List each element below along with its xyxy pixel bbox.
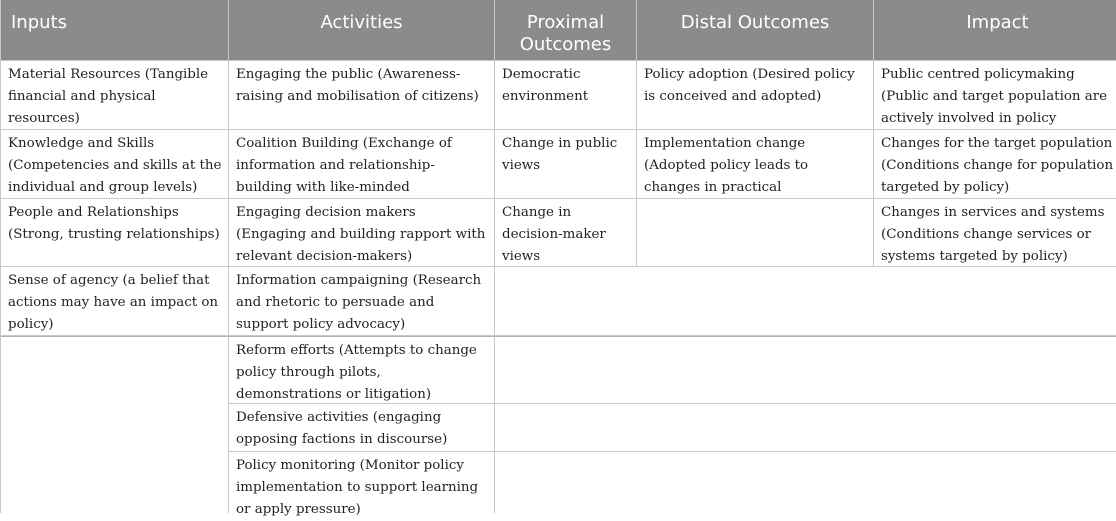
table-cell-inputs: Sense of agency (a belief that actions may have an impact on policy) bbox=[1, 267, 228, 335]
table-cell-impact: Changes in services and systems (Conditions change services or systems targeted by policy) bbox=[874, 199, 1116, 266]
table-cell-empty bbox=[495, 452, 1116, 520]
header-distal-outcomes: Distal Outcomes bbox=[637, 0, 873, 60]
table-cell-distal: Policy adoption (Desired policy is conceived and adopted) bbox=[637, 61, 873, 129]
table-cell-impact: Changes for the target population (Conditions change for population targeted by policy) bbox=[874, 130, 1116, 198]
table-cell-empty bbox=[495, 404, 1116, 451]
table-cell-proximal: Change in public views bbox=[495, 130, 636, 198]
table-cell-inputs: Material Resources (Tangible financial and physical resources) bbox=[1, 61, 228, 129]
table-cell-impact: Public centred policymaking (Public and target population are actively involved in policy bbox=[874, 61, 1116, 129]
table-cell-activities: Information campaigning (Research and rhetoric to persuade and support policy advocacy) bbox=[229, 267, 494, 335]
table-cell-inputs: Knowledge and Skills (Competencies and skills at the individual and group levels) bbox=[1, 130, 228, 198]
table-cell-distal bbox=[637, 199, 873, 266]
table-cell-empty bbox=[495, 267, 1116, 335]
table-cell-proximal: Change in decision-maker views bbox=[495, 199, 636, 266]
table-cell-activities: Coalition Building (Exchange of information and relationship-building with like-minded bbox=[229, 130, 494, 198]
table-cell-inputs: People and Relationships (Strong, trusting relationships) bbox=[1, 199, 228, 266]
table-cell-activities: Reform efforts (Attempts to change policy through pilots, demonstrations or litigation) bbox=[229, 336, 494, 403]
header-proximal-outcomes: Proximal Outcomes bbox=[495, 0, 636, 60]
table-cell-distal: Implementation change (Adopted policy leads to changes in practical bbox=[637, 130, 873, 198]
table-cell-activities: Engaging the public (Awareness-raising and mobilisation of citizens) bbox=[229, 61, 494, 129]
table-cell-activities: Engaging decision makers (Engaging and building rapport with relevant decision-makers) bbox=[229, 199, 494, 266]
header-impact: Impact bbox=[874, 0, 1116, 60]
header-inputs: Inputs bbox=[1, 0, 228, 60]
table-cell-activities: Policy monitoring (Monitor policy implementation to support learning or apply pressure) bbox=[229, 452, 494, 520]
header-activities: Activities bbox=[229, 0, 494, 60]
table-cell-activities: Defensive activities (engaging opposing factions in discourse) bbox=[229, 404, 494, 451]
table-cell-empty bbox=[1, 336, 228, 521]
table-cell-proximal: Democratic environment bbox=[495, 61, 636, 129]
table-cell-empty bbox=[495, 336, 1116, 403]
